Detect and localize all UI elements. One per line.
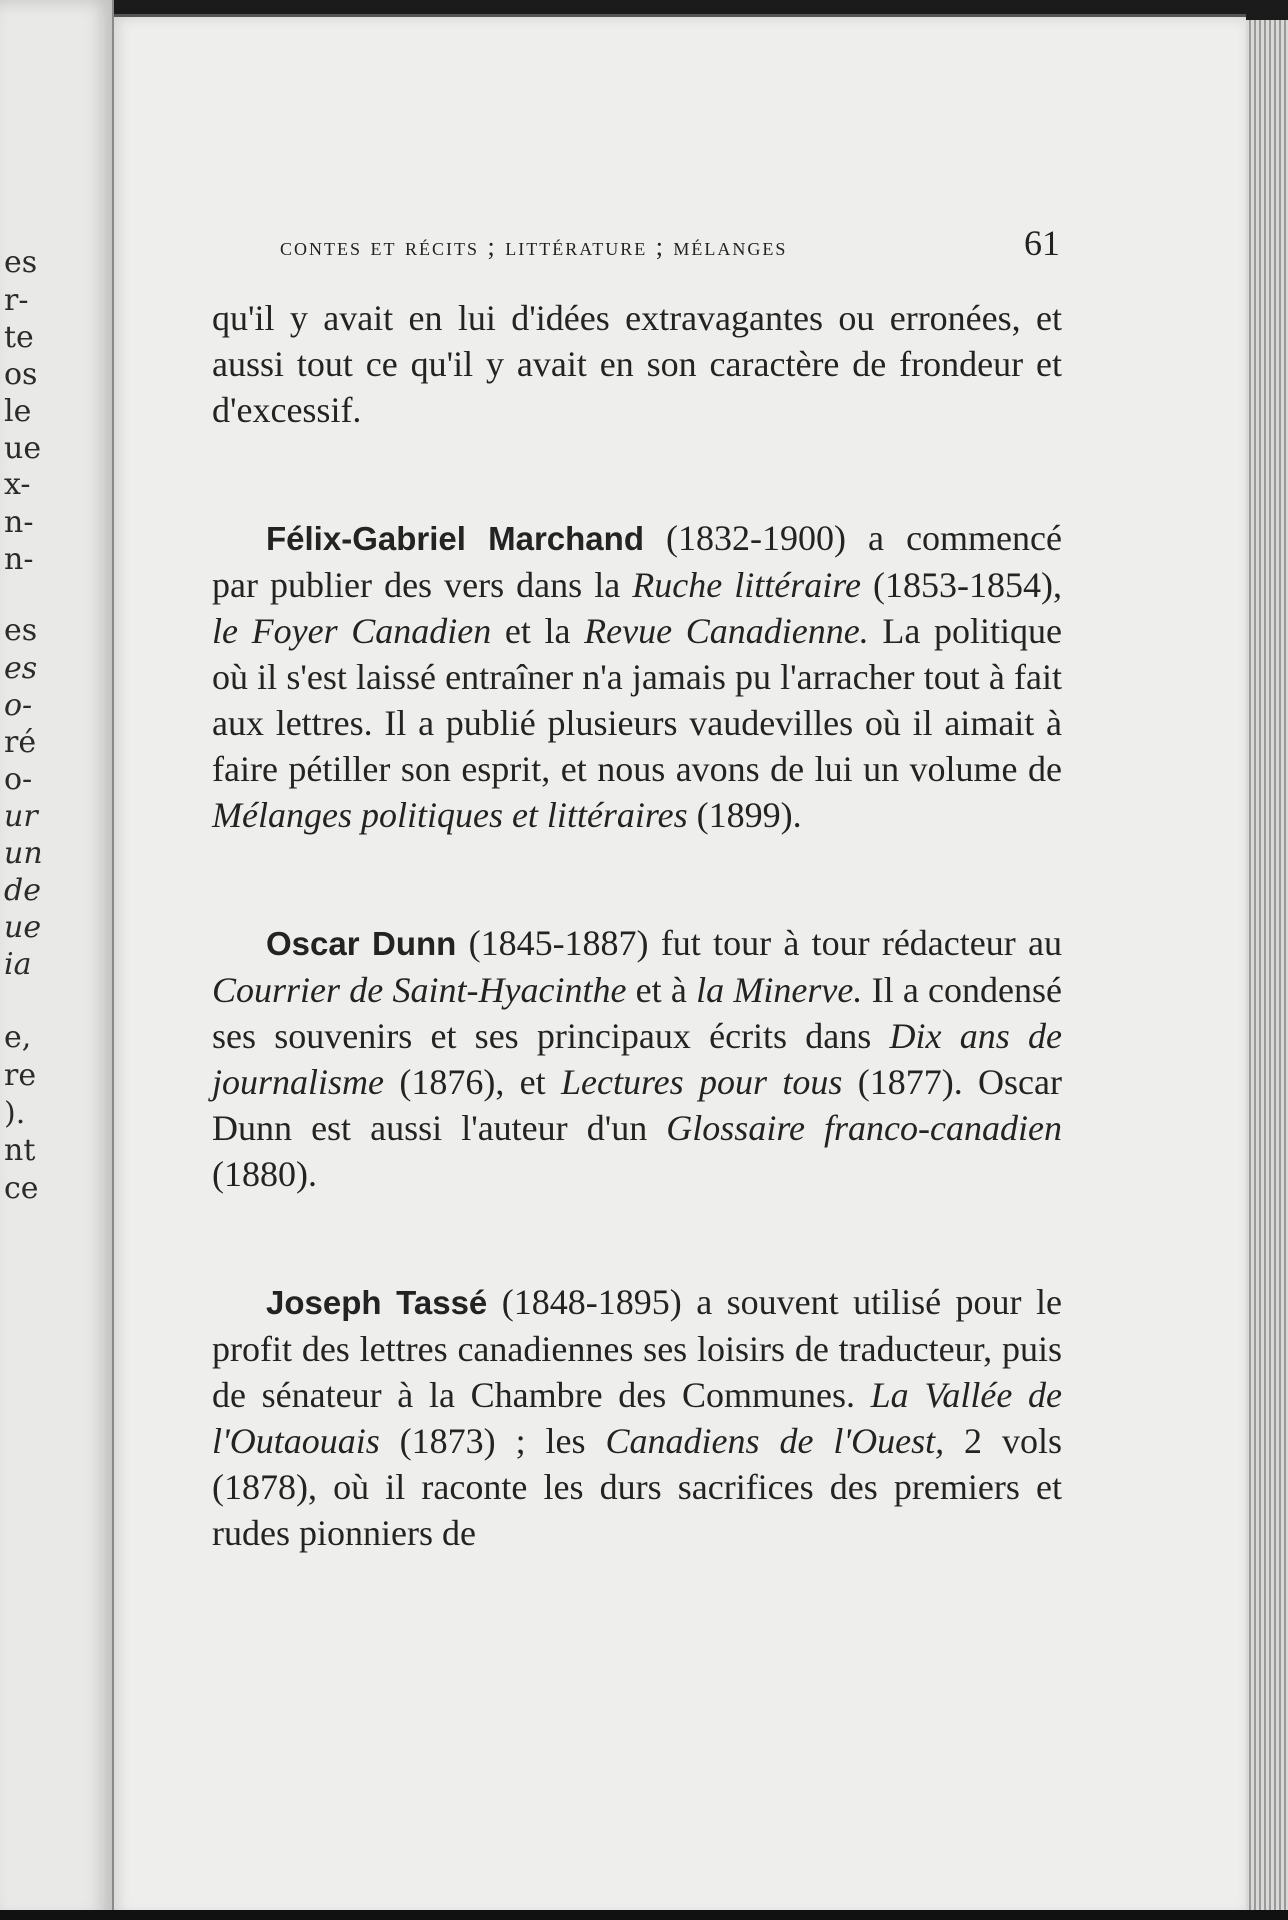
page-number: 61 [1024, 223, 1060, 263]
left-page-fragment: r- [4, 283, 29, 318]
work-title: la Minerve. [696, 970, 863, 1010]
left-page-fragment: x- [4, 467, 31, 502]
left-page-fragment: le [4, 394, 32, 429]
text-run: (1853-1854), [860, 565, 1062, 605]
author-name: Félix-Gabriel Marchand [266, 520, 644, 557]
work-title: Revue Canadienne. [584, 611, 869, 651]
left-page-fragment: ). [4, 1096, 26, 1131]
work-title: Ruche littéraire [632, 565, 861, 605]
text-run: (1877). Oscar Dunn est aussi l'auteur d'un [212, 1062, 1062, 1148]
left-page-fragment: o- [4, 762, 33, 797]
work-title: Mélanges politiques et littéraires [212, 795, 688, 835]
page-edges [1246, 20, 1288, 1912]
text-run: (1845-1887) fut tour à tour rédacteur au [456, 923, 1062, 963]
left-page-fragment: n- [4, 505, 34, 540]
text-run: et la [491, 611, 585, 651]
left-page-fragment: nt [4, 1133, 36, 1168]
scan-border [0, 1910, 1288, 1920]
work-title: Lectures pour tous [561, 1062, 843, 1102]
left-page-fragment: ue [4, 910, 42, 945]
left-page-fragment: ue [4, 431, 42, 466]
left-page-edge [0, 0, 114, 1920]
left-page-fragment: e, [4, 1020, 32, 1055]
paragraph [212, 1279, 1062, 1556]
text-run: (1873) ; les [379, 1421, 606, 1461]
text-run: (1899). [687, 795, 802, 835]
work-title: Dix ans de journalisme [212, 1016, 1062, 1102]
left-page-fragment: ré [4, 725, 37, 760]
left-page-fragment: os [4, 357, 38, 392]
left-page-fragment: ia [4, 947, 32, 982]
left-page-fragment: te [4, 320, 34, 355]
work-title: le Foyer Canadien [212, 611, 492, 651]
running-title: contes et récits ; littérature ; mélanges [280, 232, 788, 261]
left-page-fragment: es [4, 245, 38, 280]
left-page-fragment: es [4, 613, 38, 648]
text-run: 2 vols (1878), où il raconte les durs sacrifices des premiers et rudes pionniers de [212, 1421, 1062, 1553]
text-run: Il a condensé ses souvenirs et ses principaux écrits dans [212, 970, 1063, 1056]
text-run: (1876), et [384, 1062, 562, 1102]
text-run: La politique où il s'est laissé entraîner n'a jamais pu l'arracher tout à fait aux lettres. Il a publié plusieurs vaudevilles où il aimait à faire pétiller son esprit, et nous avons de lui un volume de [212, 611, 1062, 789]
text-run: (1848-1895) a souvent utilisé pour le profit des lettres canadiennes ses loisirs de traducteur, puis de sénateur à la Chambre des Communes. [212, 1282, 1062, 1415]
author-name: Joseph Tassé [266, 1284, 488, 1321]
left-page-fragment: ur [4, 799, 38, 834]
running-header [280, 222, 1060, 264]
left-page-fragment: n- [4, 542, 34, 577]
work-title: La Vallée de l'Outaouais [212, 1375, 1062, 1461]
work-title: Canadiens de l'Ouest, [605, 1421, 945, 1461]
left-page-fragment: es [4, 651, 38, 686]
paragraph [212, 515, 1062, 838]
left-page-fragment: un [4, 836, 43, 871]
text-run: et à [626, 970, 697, 1010]
author-name: Oscar Dunn [266, 925, 457, 962]
left-page-fragment: ce [4, 1171, 39, 1206]
left-page-fragment: re [4, 1058, 37, 1093]
text-run: (1832-1900) a commencé par publier des vers dans la [212, 518, 1062, 605]
paragraph [212, 295, 1062, 433]
left-page-fragment: o- [4, 688, 33, 723]
left-page-fragment: de [4, 873, 41, 908]
text-run: qu'il y avait en lui d'idées extravagantes ou erronées, et aussi tout ce qu'il y avait en son caractère de frondeur et d'excessif. [212, 298, 1062, 430]
work-title: Glossaire franco-canadien [666, 1108, 1062, 1148]
text-run: (1880). [212, 1154, 317, 1194]
body-text [212, 295, 1062, 1556]
work-title: Courrier de Saint-Hyacinthe [212, 970, 627, 1010]
paragraph [212, 920, 1062, 1197]
